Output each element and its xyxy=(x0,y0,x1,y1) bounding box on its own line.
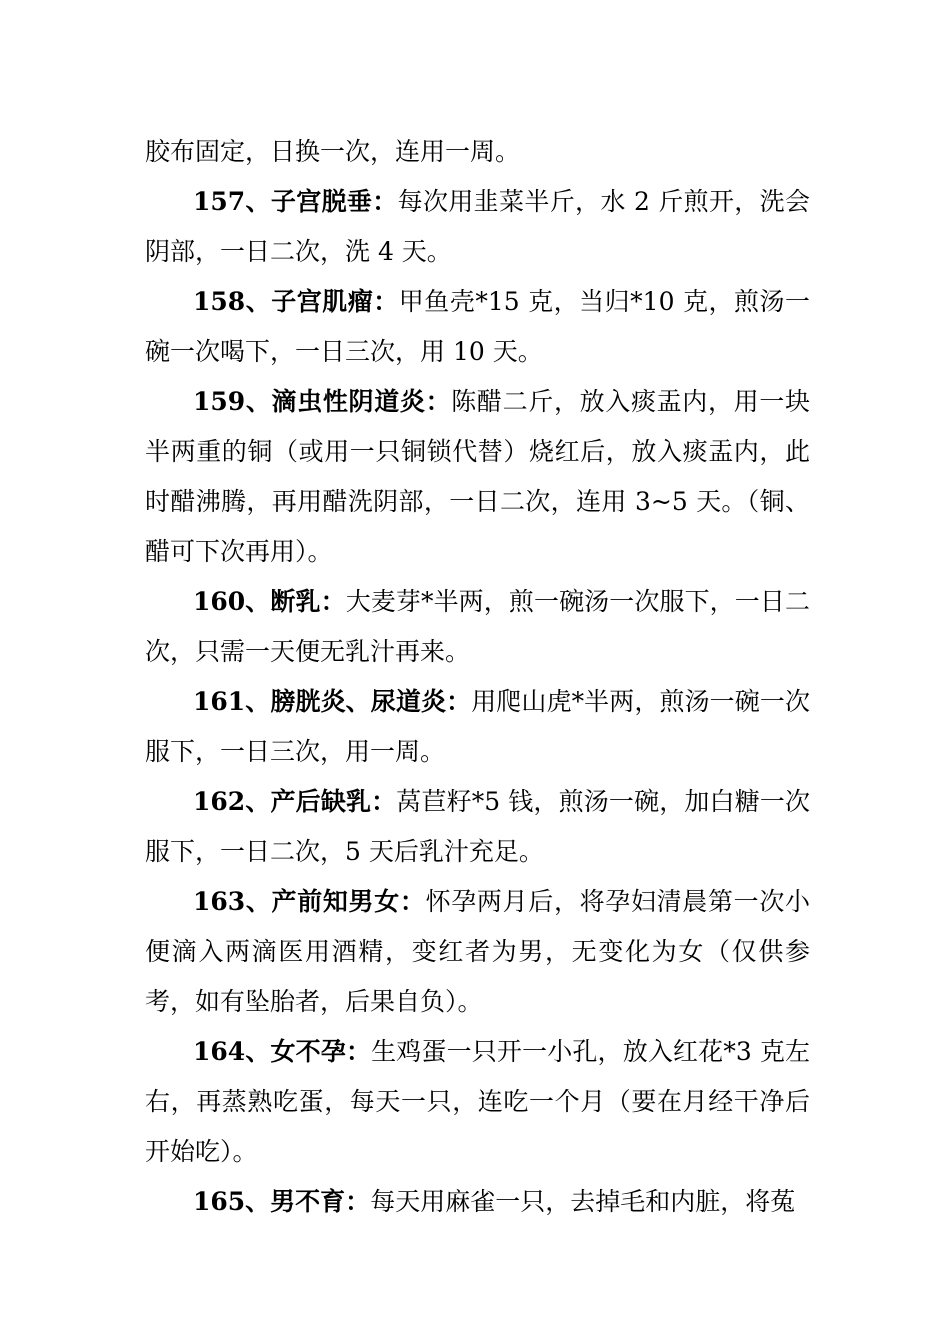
entry-text: 每天用麻雀一只，去掉毛和内脏，将菟 xyxy=(370,1187,796,1216)
entry-162 xyxy=(145,777,810,877)
entry-term: 157、子宫脱垂： xyxy=(193,187,398,216)
entry-text: 每次用韭菜半斤，水 2 斤煎开，洗会阴部，一日二次，洗 4 天。 xyxy=(145,187,810,266)
continuation-paragraph: 胶布固定，日换一次，连用一周。 xyxy=(145,137,521,166)
entry-157 xyxy=(145,177,810,277)
entry-text: 用爬山虎*半两，煎汤一碗一次服下，一日三次，用一周。 xyxy=(145,687,810,766)
document-body xyxy=(145,127,810,1227)
entry-165 xyxy=(145,1177,810,1227)
entry-term: 165、男不育： xyxy=(193,1187,371,1216)
entry-term: 162、产后缺乳： xyxy=(193,787,397,816)
entry-text: 生鸡蛋一只开一小孔，放入红花*3 克左右，再蒸熟吃蛋，每天一只，连吃一个月（要在月经干净后开始吃）。 xyxy=(145,1037,811,1166)
entry-158 xyxy=(145,277,810,377)
entry-164 xyxy=(145,1027,810,1177)
entry-160 xyxy=(145,577,810,677)
entry-text: 甲鱼壳*15 克，当归*10 克，煎汤一碗一次喝下，一日三次，用 10 天。 xyxy=(145,287,810,366)
entry-text: 怀孕两月后，将孕妇清晨第一次小便滴入两滴医用酒精，变红者为男，无变化为女（仅供参考，如有坠胎者，后果自负）。 xyxy=(145,887,810,1016)
entry-161 xyxy=(145,677,810,777)
entry-text: 大麦芽*半两，煎一碗汤一次服下，一日二次，只需一天便无乳汁再来。 xyxy=(145,587,810,666)
entry-term: 159、滴虫性阴道炎： xyxy=(193,387,452,416)
entry-159 xyxy=(145,377,810,577)
entry-163 xyxy=(145,877,810,1027)
entry-text: 陈醋二斤，放入痰盂内，用一块半两重的铜（或用一只铜锁代替）烧红后，放入痰盂内，此时醋沸腾，再用醋洗阴部，一日二次，连用 3~5 天。（铜、醋可下次再用）。 xyxy=(145,387,810,566)
entry-term: 164、女不孕： xyxy=(193,1037,372,1066)
entry-term: 163、产前知男女： xyxy=(193,887,426,916)
entry-term: 161、膀胱炎、尿道炎： xyxy=(193,687,472,716)
entry-text: 莴苣籽*5 钱，煎汤一碗，加白糖一次服下，一日二次，5 天后乳汁充足。 xyxy=(145,787,811,866)
entry-term: 160、断乳： xyxy=(193,587,346,616)
entry-term: 158、子宫肌瘤： xyxy=(193,287,399,316)
